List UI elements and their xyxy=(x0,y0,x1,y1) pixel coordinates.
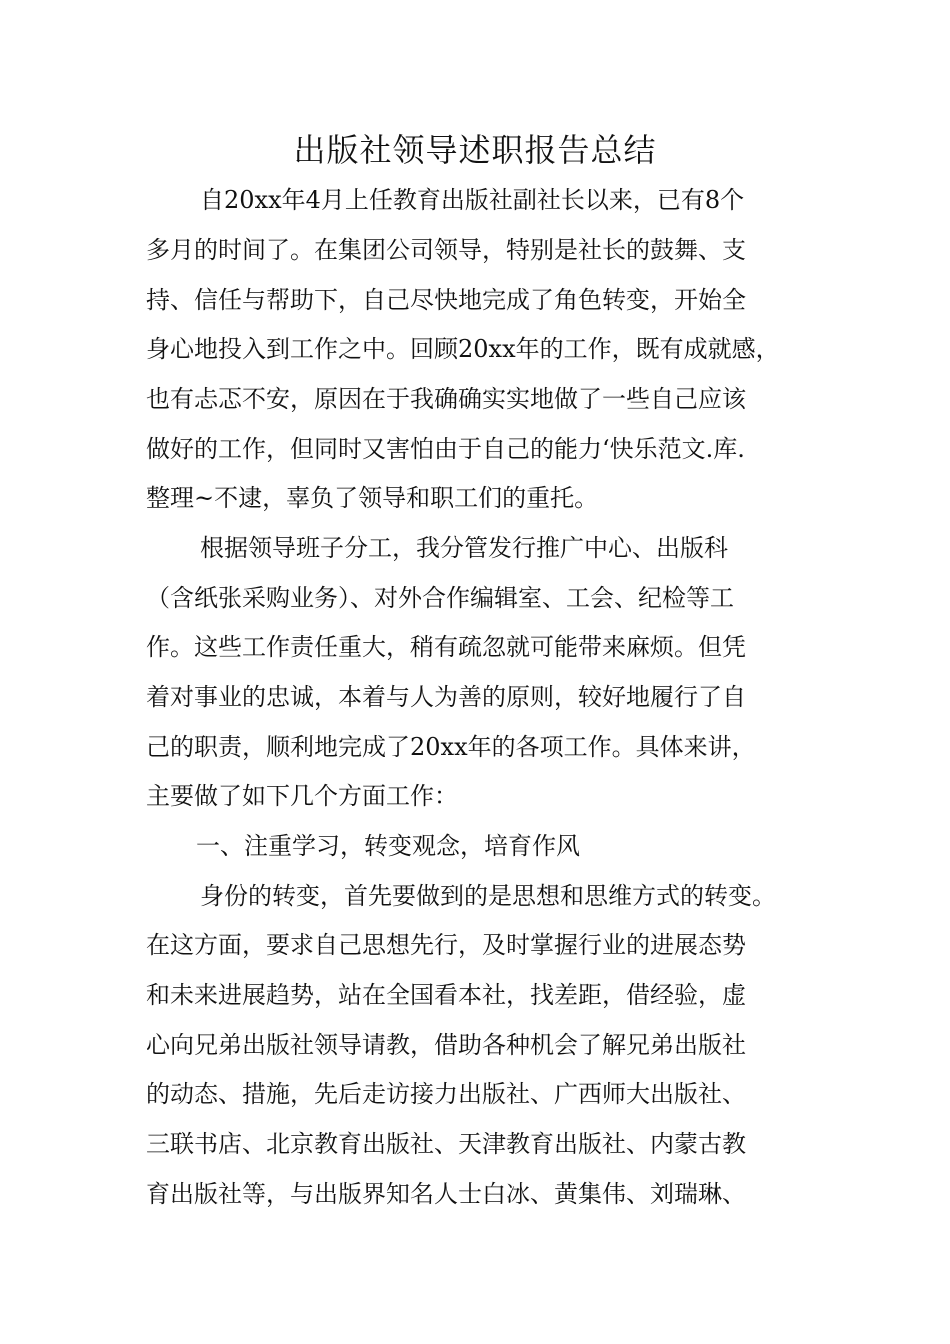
document-title: 出版社领导述职报告总结 xyxy=(293,131,657,169)
paragraph-2-line-4: 着对事业的忠诚，本着与人为善的原则，较好地履行了自 xyxy=(146,683,746,711)
paragraph-3-line-7: 育出版社等，与出版界知名人士白冰、黄集伟、刘瑞琳、 xyxy=(146,1180,746,1208)
paragraph-1-line-1: 自20xx年4月上任教育出版社副社长以来，已有8个 xyxy=(200,186,745,214)
paragraph-3-line-2: 在这方面，要求自己思想先行，及时掌握行业的进展态势 xyxy=(146,931,746,959)
paragraph-1-line-6: 做好的工作，但同时又害怕由于自己的能力‘快乐范文.库. xyxy=(146,435,745,463)
paragraph-3-line-1: 身份的转变，首先要做到的是思想和思维方式的转变。 xyxy=(200,882,776,910)
paragraph-3-line-4: 心向兄弟出版社领导请教，借助各种机会了解兄弟出版社 xyxy=(146,1031,746,1059)
paragraph-1-line-3: 持、信任与帮助下，自己尽快地完成了角色转变，开始全 xyxy=(146,286,746,314)
paragraph-2-line-5: 己的职责，顺利地完成了20xx年的各项工作。具体来讲， xyxy=(146,733,756,761)
paragraph-1-line-4: 身心地投入到工作之中。回顾20xx年的工作，既有成就感， xyxy=(146,335,780,363)
paragraph-2-line-2: （含纸张采购业务）、对外合作编辑室、工会、纪检等工 xyxy=(146,584,734,612)
paragraph-2-line-6: 主要做了如下几个方面工作： xyxy=(146,782,458,810)
paragraph-1-line-2: 多月的时间了。在集团公司领导，特别是社长的鼓舞、支 xyxy=(146,236,746,264)
paragraph-2-line-3: 作。这些工作责任重大，稍有疏忽就可能带来麻烦。但凭 xyxy=(146,633,746,661)
paragraph-3-line-6: 三联书店、北京教育出版社、天津教育出版社、内蒙古教 xyxy=(146,1130,746,1158)
paragraph-1-line-7: 整理~不逮，辜负了领导和职工们的重托。 xyxy=(146,484,599,512)
paragraph-3-line-5: 的动态、措施，先后走访接力出版社、广西师大出版社、 xyxy=(146,1080,746,1108)
paragraph-2-line-1: 根据领导班子分工，我分管发行推广中心、出版科 xyxy=(200,534,728,562)
paragraph-3-line-3: 和未来进展趋势，站在全国看本社，找差距，借经验，虚 xyxy=(146,981,746,1009)
paragraph-1-line-5: 也有忐忑不安，原因在于我确确实实地做了一些自己应该 xyxy=(146,385,746,413)
section-heading: 一、注重学习，转变观念，培育作风 xyxy=(196,832,580,860)
